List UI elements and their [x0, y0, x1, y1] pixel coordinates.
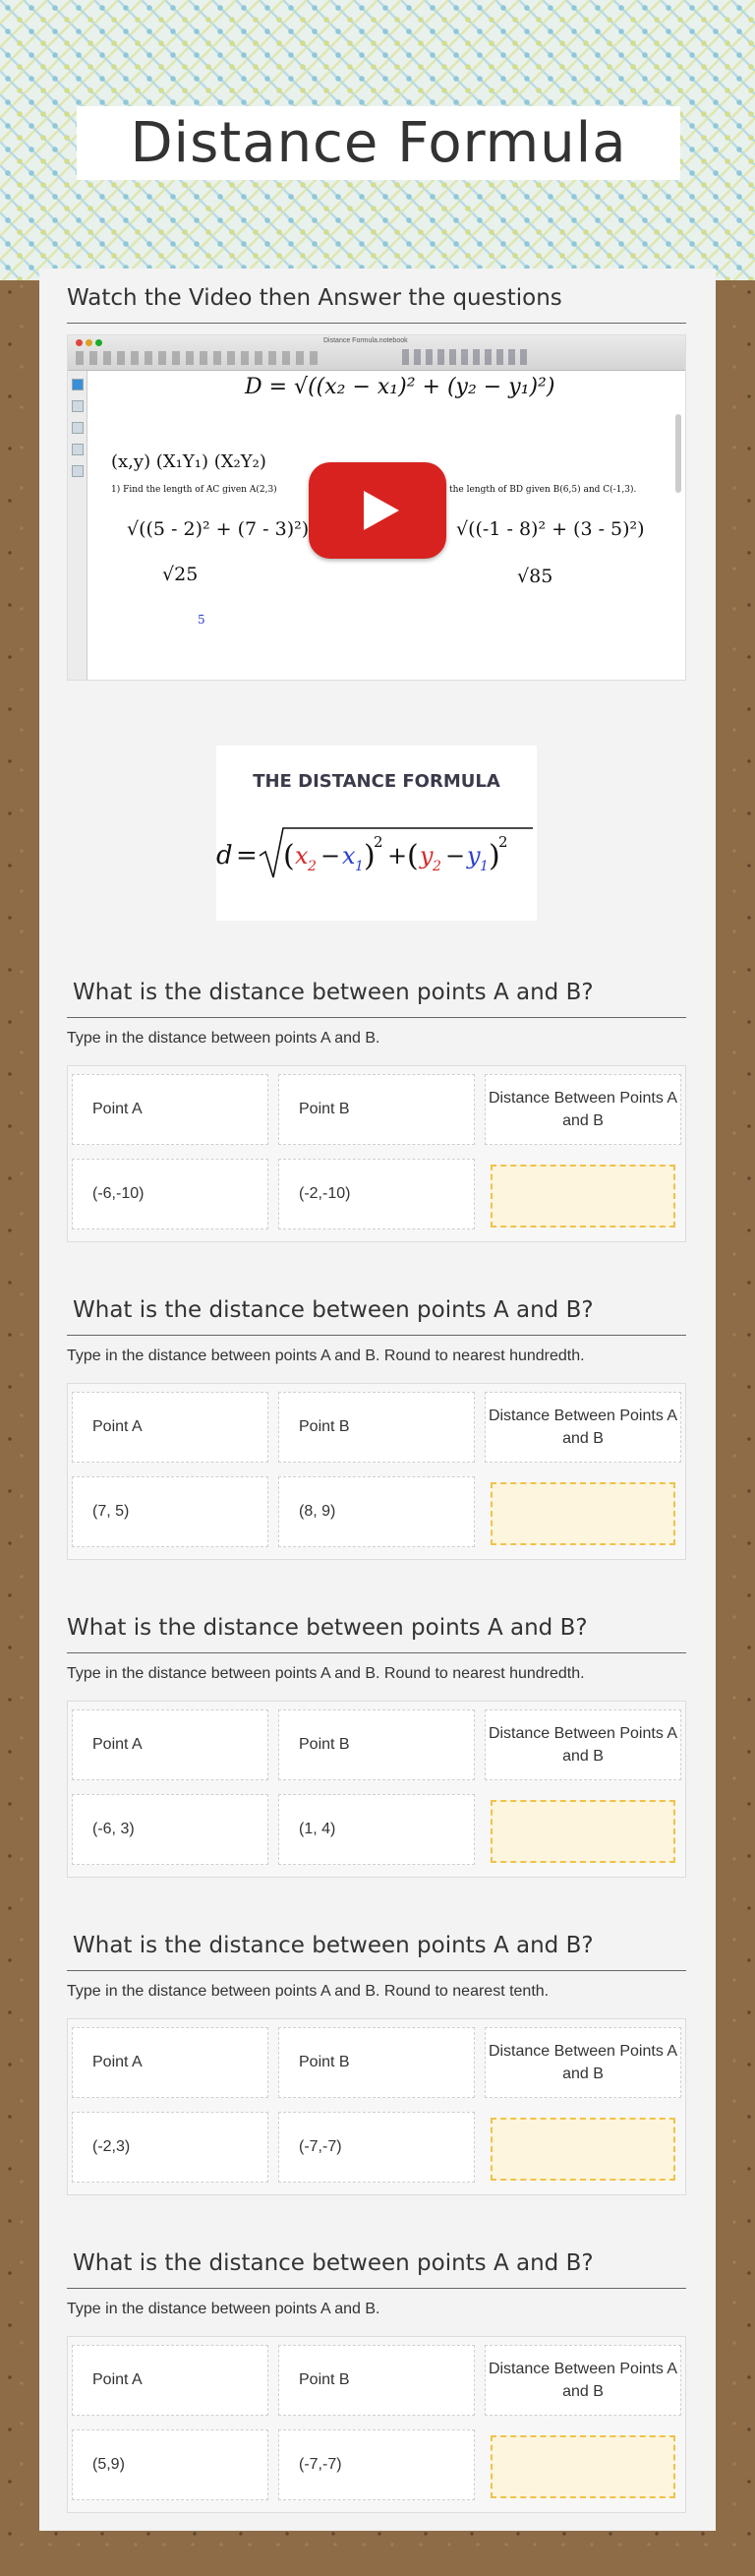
distance-answer-input[interactable] — [491, 1165, 675, 1228]
svg-text:): ) — [364, 839, 376, 873]
question-4-instruction: Type in the distance between points A and B. Round to nearest tenth. — [67, 1983, 550, 2000]
question-4-table — [67, 2018, 686, 2195]
header-point-b: Point B — [278, 1392, 475, 1463]
video-work-right: √((-1 - 8)² + (3 - 5)²) — [456, 518, 645, 540]
section-divider — [67, 323, 686, 324]
sidebar-tool-icon — [72, 379, 84, 390]
header-point-a: Point A — [72, 2027, 268, 2098]
sidebar-tool-icon — [72, 400, 84, 412]
point-b-value: (-7,-7) — [278, 2112, 475, 2183]
svg-text:2: 2 — [433, 859, 441, 874]
header-distance: Distance Between Points A and B — [485, 1074, 681, 1145]
header-point-b: Point B — [278, 1074, 475, 1145]
svg-text:2: 2 — [374, 833, 383, 851]
header-point-a: Point A — [72, 1074, 268, 1145]
maximize-dot-icon — [95, 339, 102, 346]
video-work-left-answer: 5 — [198, 613, 205, 627]
question-5-instruction: Type in the distance between points A and B. — [67, 2301, 380, 2317]
point-b-value: (1, 4) — [278, 1794, 475, 1865]
video-points-label: (x,y) (X₁Y₁) (X₂Y₂) — [111, 451, 266, 472]
header-point-a: Point A — [72, 1709, 268, 1780]
distance-answer-input[interactable] — [491, 1482, 675, 1545]
svg-text:): ) — [489, 839, 500, 873]
distance-formula-card — [216, 746, 537, 921]
question-1-table — [67, 1065, 686, 1242]
question-5-heading: What is the distance between points A and B? — [73, 2250, 594, 2276]
header-distance: Distance Between Points A and B — [485, 2027, 681, 2098]
distance-answer-input[interactable] — [491, 2435, 675, 2498]
question-3-instruction: Type in the distance between points A and B. Round to nearest hundredth. — [67, 1665, 585, 1682]
point-b-value: (-2,-10) — [278, 1159, 475, 1229]
svg-text:=: = — [236, 841, 258, 870]
question-4-heading: What is the distance between points A and B? — [73, 1933, 594, 1958]
video-scrollbar — [675, 414, 681, 493]
svg-text:y: y — [467, 842, 481, 869]
svg-text:+: + — [387, 842, 408, 869]
video-work-left: √((5 - 2)² + (7 - 3)²) — [127, 518, 310, 540]
svg-text:y: y — [420, 842, 434, 869]
header-point-a: Point A — [72, 2345, 268, 2416]
header-point-a: Point A — [72, 1392, 268, 1463]
video-app-sidebar — [68, 371, 87, 681]
point-b-value: (-7,-7) — [278, 2429, 475, 2500]
play-button[interactable] — [309, 462, 446, 559]
video-work-left-result: √25 — [162, 564, 199, 585]
distance-answer-input[interactable] — [491, 2118, 675, 2181]
video-problem-right: the length of BD given B(6,5) and C(-1,3). — [449, 485, 637, 495]
header-point-b: Point B — [278, 2345, 475, 2416]
svg-text:x: x — [295, 842, 309, 869]
svg-text:d: d — [216, 841, 233, 870]
header-point-b: Point B — [278, 1709, 475, 1780]
svg-text:−: − — [445, 842, 466, 869]
close-dot-icon — [76, 339, 83, 346]
question-1-heading: What is the distance between points A and B? — [73, 980, 594, 1005]
header-distance: Distance Between Points A and B — [485, 1392, 681, 1463]
sidebar-tool-icon — [72, 422, 84, 434]
question-2-instruction: Type in the distance between points A and B. Round to nearest hundredth. — [67, 1348, 585, 1364]
video-app-toolbar — [68, 335, 685, 371]
point-a-value: (-2,3) — [72, 2112, 268, 2183]
svg-text:1: 1 — [480, 859, 489, 874]
point-a-value: (7, 5) — [72, 1476, 268, 1547]
toolbar-icons-right — [402, 349, 530, 365]
question-3-table — [67, 1701, 686, 1878]
video-problem-left: 1) Find the length of AC given A(2,3) — [111, 485, 277, 495]
question-1-instruction: Type in the distance between points A and B. — [67, 1030, 380, 1047]
svg-text:x: x — [342, 842, 356, 869]
point-a-value: (5,9) — [72, 2429, 268, 2500]
section-divider — [67, 1652, 686, 1653]
minimize-dot-icon — [86, 339, 92, 346]
section-divider — [67, 2288, 686, 2289]
section-divider — [67, 1335, 686, 1336]
question-2-heading: What is the distance between points A and B? — [73, 1297, 594, 1323]
point-a-value: (-6,-10) — [72, 1159, 268, 1229]
sidebar-tool-icon — [72, 444, 84, 455]
question-2-table — [67, 1383, 686, 1560]
page-title: Distance Formula — [130, 111, 627, 175]
header-distance: Distance Between Points A and B — [485, 2345, 681, 2416]
section-divider — [67, 1970, 686, 1971]
svg-text:(: ( — [407, 839, 419, 873]
svg-text:1: 1 — [355, 859, 364, 874]
formula-card-title: THE DISTANCE FORMULA — [253, 771, 500, 792]
sidebar-tool-icon — [72, 465, 84, 477]
svg-text:(: ( — [283, 839, 295, 873]
toolbar-icons-left — [76, 351, 321, 365]
question-5-table — [67, 2336, 686, 2513]
header-distance: Distance Between Points A and B — [485, 1709, 681, 1780]
formula-graphic — [216, 746, 537, 921]
video-window-title: Distance Formula.notebook — [323, 337, 408, 344]
svg-text:−: − — [320, 842, 341, 869]
video-heading: Watch the Video then Answer the questions — [67, 285, 562, 311]
question-3-heading: What is the distance between points A and B? — [67, 1615, 588, 1641]
video-formula-line: D = √((x₂ − x₁)² + (y₂ − y₁)²) — [245, 375, 555, 399]
title-banner — [77, 106, 680, 180]
section-divider — [67, 1017, 686, 1018]
svg-text:2: 2 — [498, 833, 508, 851]
header-point-b: Point B — [278, 2027, 475, 2098]
point-b-value: (8, 9) — [278, 1476, 475, 1547]
distance-answer-input[interactable] — [491, 1800, 675, 1863]
svg-text:2: 2 — [308, 859, 317, 874]
point-a-value: (-6, 3) — [72, 1794, 268, 1865]
video-work-right-result: √85 — [517, 566, 553, 587]
